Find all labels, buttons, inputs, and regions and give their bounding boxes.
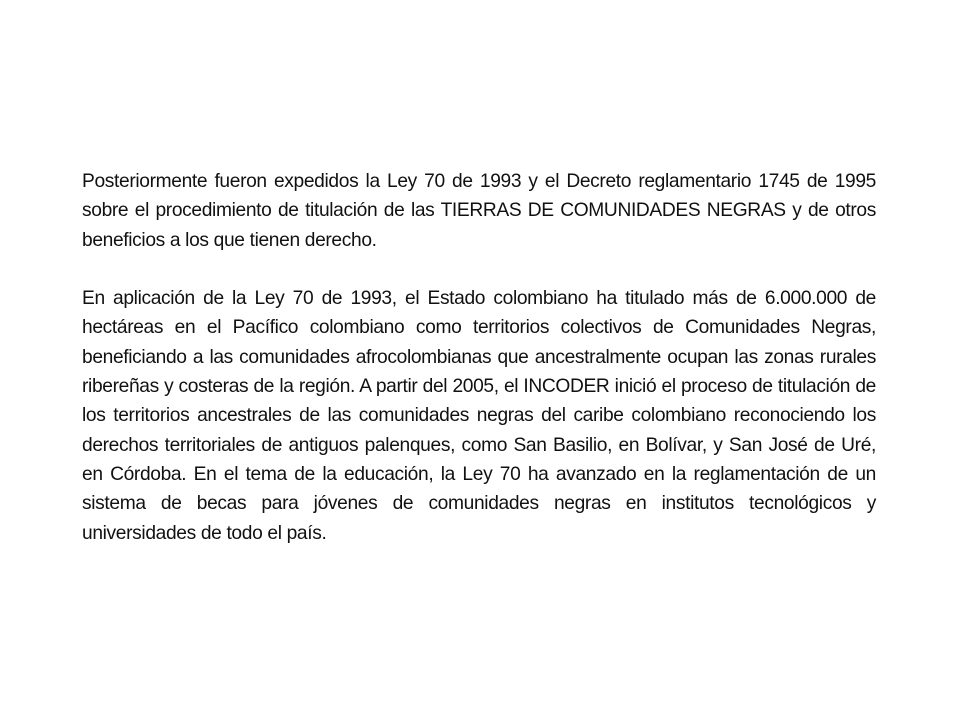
text-body (82, 167, 876, 548)
paragraph-titulacion-ley-70: Posteriormente fueron expedidos la Ley 70 de 1993 y el Decreto reglamentario 1745 de 1995 sobre el procedimiento de titulación de las TIERRAS DE COMUNIDADES NEGRAS y de otros beneficios a los que tienen derecho. (82, 171, 876, 251)
paragraph-aplicacion-ley-70: En aplicación de la Ley 70 de 1993, el Estado colombiano ha titulado más de 6.000.000 de hectáreas en el Pacífico colombiano como territorios colectivos de Comunidades Negras, beneficiando a las comunidades afrocolombianas que ancestralmente ocupan las zonas rurales ribereñas y costeras de la región. A partir del 2005, el INCODER inició el proceso de titulación de los territorios ancestrales de las comunidades negras del caribe colombiano reconociendo los derechos territoriales de antiguos palenques, como San Basilio, en Bolívar, y San José de Uré, en Córdoba. En el tema de la educación, la Ley 70 ha avanzado en la reglamentación de un sistema de becas para jóvenes de comunidades negras en institutos tecnológicos y universidades de todo el país. (82, 288, 876, 544)
